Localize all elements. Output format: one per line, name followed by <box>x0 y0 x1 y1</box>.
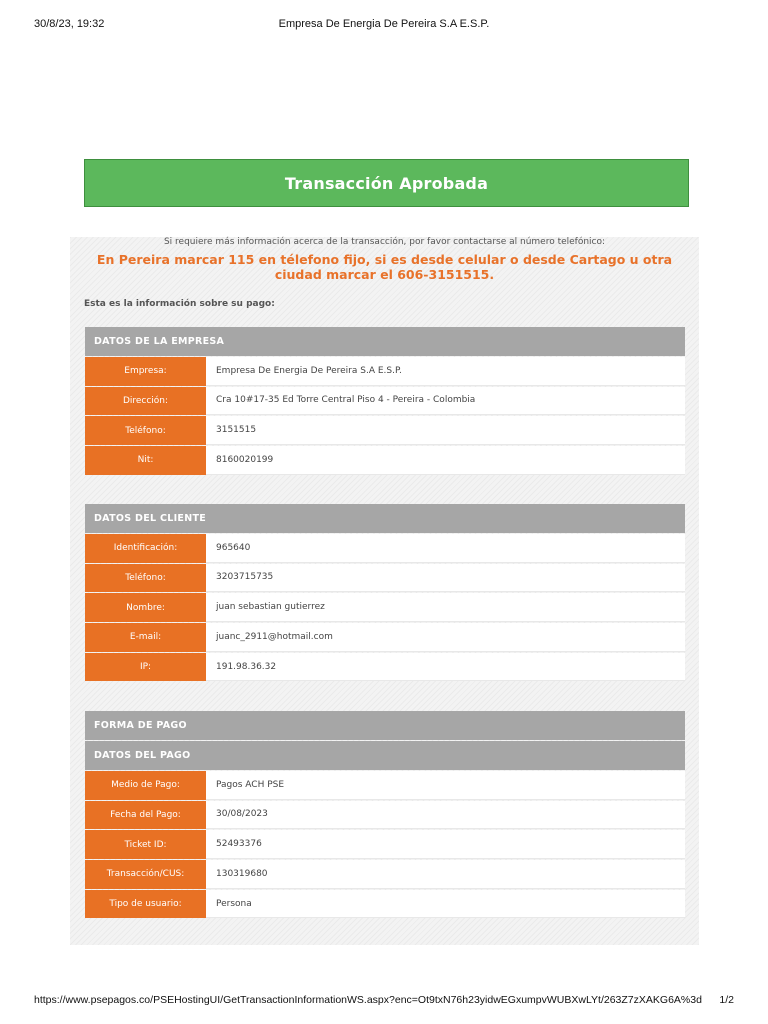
banner-title: Transacción Aprobada <box>284 173 489 193</box>
client-section-header: DATOS DEL CLIENTE <box>85 504 685 533</box>
contact-info-text: Si requiere más información acerca de la transacción, por favor contactarse al número telefónico: <box>163 237 606 247</box>
print-header <box>34 18 734 32</box>
page-number: 1/2 <box>719 994 734 1006</box>
company-section <box>85 327 685 476</box>
row-value: juan sebastian gutierrez <box>206 593 685 622</box>
payment-section <box>85 711 685 919</box>
row-value: 965640 <box>206 534 685 563</box>
row-value: 30/08/2023 <box>206 801 685 830</box>
table-row <box>85 623 685 652</box>
row-label: IP: <box>85 653 206 682</box>
print-date: 30/8/23, 19:32 <box>34 18 105 30</box>
row-label: Fecha del Pago: <box>85 801 206 830</box>
table-row <box>85 534 685 563</box>
row-label: E-mail: <box>85 623 206 652</box>
table-row <box>85 830 685 859</box>
table-row <box>85 387 685 416</box>
row-label: Teléfono: <box>85 564 206 593</box>
row-label: Transacción/CUS: <box>85 860 206 889</box>
row-value: 3151515 <box>206 416 685 445</box>
row-label: Nombre: <box>85 593 206 622</box>
payment-info-heading: Esta es la información sobre su pago: <box>84 299 275 309</box>
row-value: 8160020199 <box>206 446 685 475</box>
row-value: Persona <box>206 890 685 919</box>
row-value: juanc_2911@hotmail.com <box>206 623 685 652</box>
row-label: Medio de Pago: <box>85 771 206 800</box>
table-row <box>85 890 685 919</box>
table-row <box>85 416 685 445</box>
table-row <box>85 593 685 622</box>
row-label: Ticket ID: <box>85 830 206 859</box>
row-value: 52493376 <box>206 830 685 859</box>
page-url[interactable]: https://www.psepagos.co/PSEHostingUI/GetTransactionInformationWS.aspx?enc=Ot9txN76h23yidwEGxumpvWUBXwLYt/263Z7zXAKG6A%3d <box>34 994 702 1006</box>
company-section-header: DATOS DE LA EMPRESA <box>85 327 685 356</box>
payment-form-header: FORMA DE PAGO <box>85 711 685 740</box>
print-title: Empresa De Energia De Pereira S.A E.S.P. <box>278 18 490 30</box>
row-value: Empresa De Energia De Pereira S.A E.S.P. <box>206 357 685 386</box>
table-row <box>85 771 685 800</box>
table-row <box>85 446 685 475</box>
row-label: Tipo de usuario: <box>85 890 206 919</box>
table-row <box>85 860 685 889</box>
row-value: 191.98.36.32 <box>206 653 685 682</box>
print-footer <box>34 994 734 1008</box>
payment-data-header: DATOS DEL PAGO <box>85 741 685 770</box>
row-value: Pagos ACH PSE <box>206 771 685 800</box>
row-value: Cra 10#17-35 Ed Torre Central Piso 4 - Pereira - Colombia <box>206 387 685 416</box>
table-row <box>85 801 685 830</box>
row-value: 130319680 <box>206 860 685 889</box>
phone-highlight-text: En Pereira marcar 115 en télefono fijo, si es desde celular o desde Cartago u otra ciudad marcar el 606-3151515. <box>96 252 673 282</box>
transaction-panel <box>70 237 699 945</box>
transaction-approved-banner <box>84 159 689 207</box>
table-row <box>85 564 685 593</box>
row-label: Dirección: <box>85 387 206 416</box>
row-label: Empresa: <box>85 357 206 386</box>
row-label: Teléfono: <box>85 416 206 445</box>
table-row <box>85 653 685 682</box>
row-label: Identificación: <box>85 534 206 563</box>
client-section <box>85 504 685 682</box>
row-value: 3203715735 <box>206 564 685 593</box>
table-row <box>85 357 685 386</box>
row-label: Nit: <box>85 446 206 475</box>
